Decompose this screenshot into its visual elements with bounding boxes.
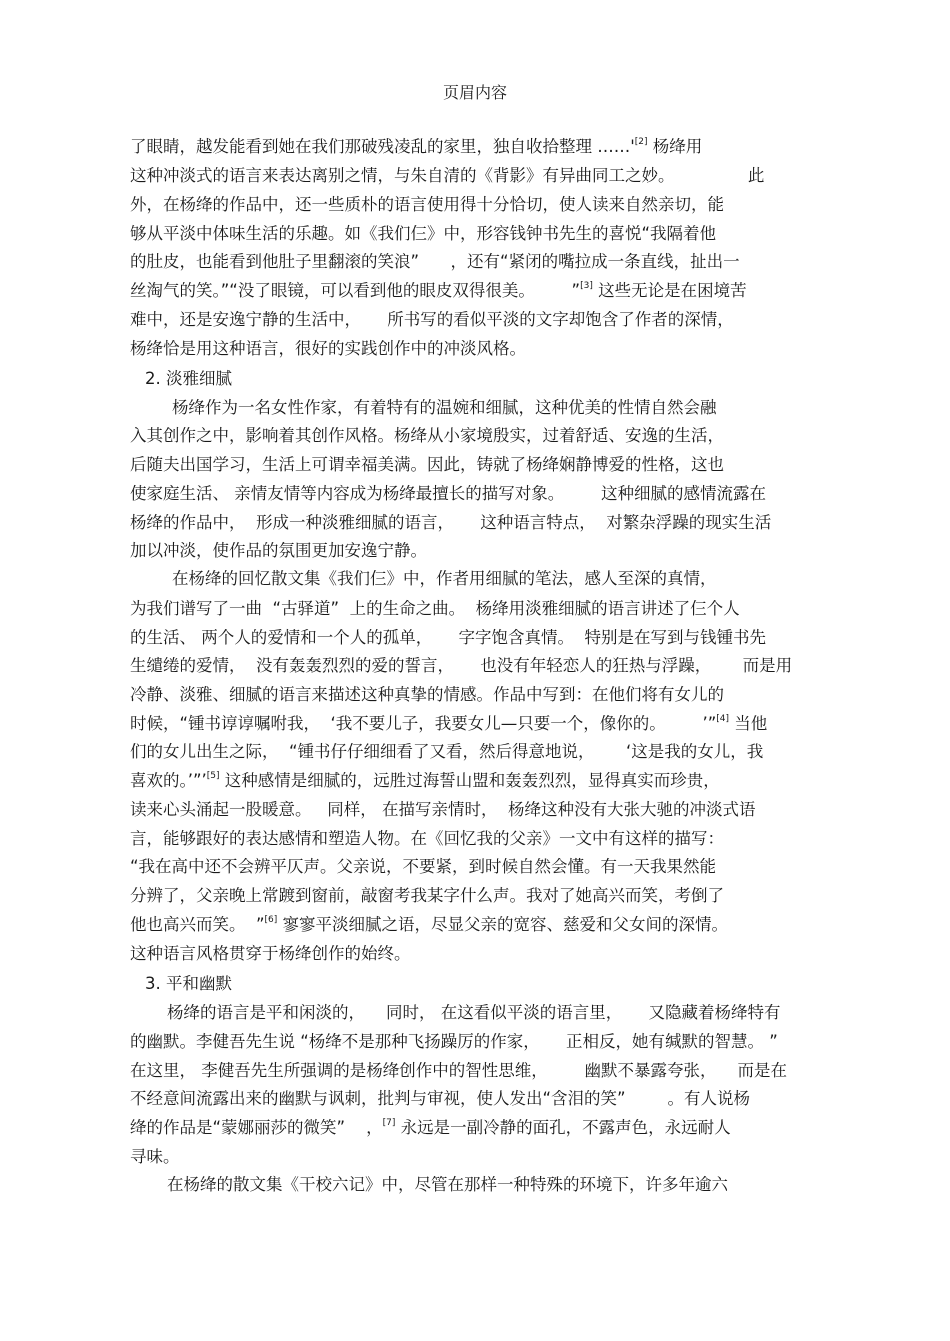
line-text: 外，在杨绛的作品中，还一些质朴的语言使用得十分恰切，使人读来自然亲切，能 <box>130 195 724 214</box>
line-text: 杨绛的作品中， 形成一种淡雅细腻的语言， 这种语言特点， 对繁杂浮躁的现实生活 <box>130 513 772 532</box>
citation-marker: [7] <box>382 1118 396 1128</box>
line-text: 永远是一副冷静的面孔，不露声色，永远耐人 <box>395 1118 731 1137</box>
text-line <box>130 912 728 938</box>
line-text: ……' <box>597 137 635 156</box>
line-text: 3. 平和幽默 <box>145 974 232 993</box>
text-line <box>130 481 766 507</box>
line-text: 在杨绛的回忆散文集《我们仨》中，作者用细腻的笔法，感人至深的真情， <box>172 569 717 588</box>
citation-marker: [5] <box>206 771 220 781</box>
line-text: 们的女儿出生之际， “锺书仔仔细细看了又看，然后得意地说， ‘这是我的女儿，我 <box>130 742 764 761</box>
line-text: 后随夫出国学习，生活上可谓幸福美满。因此，铸就了杨绛娴静博爱的性格，这也 <box>130 455 724 474</box>
text-line <box>145 366 232 392</box>
text-line <box>130 653 792 679</box>
text-line <box>130 797 755 823</box>
text-line <box>130 1058 787 1084</box>
text-line <box>130 596 740 622</box>
text-line <box>145 971 232 997</box>
text-line <box>130 278 747 304</box>
text-line <box>130 221 716 247</box>
line-text: 了眼睛，越发能看到她在我们那破残凌乱的家里，独自收拾整理 <box>130 137 598 156</box>
line-text: 读来心头涌起一股暖意。 同样， 在描写亲情时， 杨绛这种没有大张大驰的冲淡式语 <box>130 800 756 819</box>
line-text: 这种语言风格贯穿于杨绛创作的始终。 <box>130 944 411 963</box>
line-text: 难中，还是安逸宁静的生活中， 所书写的看似平淡的文字却饱含了作者的深情， <box>130 310 734 329</box>
line-text: 分辨了，父亲晚上常踱到窗前，敲窗考我某字什么声。我对了她高兴而笑，考倒了 <box>130 886 724 905</box>
text-line <box>130 249 740 275</box>
text-line <box>130 452 724 478</box>
citation-marker: [4] <box>716 714 730 724</box>
text-line <box>130 739 763 765</box>
line-text: 的幽默。李健吾先生说 “杨绛不是那种飞扬躁厉的作家， 正相反，她有缄默的智慧。 ” <box>130 1032 778 1051</box>
line-text: 冷静、淡雅、细腻的语言来描述这种真挚的情感。作品中写到：在他们将有女儿的 <box>130 685 724 704</box>
text-line <box>167 1000 780 1026</box>
text-line <box>130 134 702 160</box>
text-line <box>130 826 724 852</box>
text-line <box>130 192 724 218</box>
line-text: 言，能够跟好的表达感情和塑造人物。在《回忆我的父亲》一文中有这样的描写： <box>130 829 724 848</box>
text-line <box>130 941 411 967</box>
line-text: 此 <box>674 166 765 185</box>
line-text: 为我们谱写了一曲 “古驿道” 上的生命之曲。 杨绛用淡雅细腻的语言讲述了仨个人 <box>130 599 740 618</box>
text-line <box>130 538 427 564</box>
line-text: 在杨绛的散文集《干校六记》中，尽管在那样一种特殊的环境下，许多年逾六 <box>167 1175 728 1194</box>
line-text: 当他 <box>729 714 768 733</box>
text-line <box>167 1172 728 1198</box>
text-line <box>130 510 771 536</box>
citation-marker: [6] <box>264 915 278 925</box>
line-text: 的生活、 两个人的爱情和一个人的孤单， 字字饱含真情。 特别是在写到与钱锺书先 <box>130 628 766 647</box>
line-text: 杨绛恰是用这种语言，很好的实践创作中的冲淡风格。 <box>130 339 526 358</box>
text-line <box>130 768 720 794</box>
text-line <box>130 625 766 651</box>
line-text: 这些无论是在困境苦 <box>592 281 747 300</box>
line-text: 在这里， 李健吾先生所强调的是杨绛创作中的智性思维， 幽默不暴露夸张， 而是在 <box>130 1061 787 1080</box>
text-line <box>130 854 716 880</box>
citation-marker: [2] <box>634 137 648 147</box>
text-line <box>130 682 724 708</box>
line-text: 他也高兴而笑。 ” <box>130 915 265 934</box>
line-text: 这种冲淡式的语言来表达离别之情，与朱自清的《背影》有异曲同工之妙。 <box>130 166 675 185</box>
line-text: 喜欢的。’”’ <box>130 771 207 790</box>
line-text: 寥寥平淡细腻之语，尽显父亲的宽容、慈爱和父女间的深情。 <box>277 915 729 934</box>
line-text: 寻味。 <box>130 1147 180 1166</box>
text-line <box>172 395 717 421</box>
text-line <box>130 883 724 909</box>
line-text: 这种感情是细腻的，远胜过海誓山盟和轰轰烈烈，显得真实而珍贵， <box>219 771 720 790</box>
line-text: “我在高中还不会辨平仄声。父亲说，不要紧，到时候自然会懂。有一天我果然能 <box>130 857 717 876</box>
line-text: 杨绛作为一名女性作家，有着特有的温婉和细腻，这种优美的性情自然会融 <box>172 398 717 417</box>
text-line <box>130 1086 750 1112</box>
page-header: 页眉内容 <box>442 83 507 102</box>
line-text: 入其创作之中，影响着其创作风格。杨绛从小家境殷实，过着舒适、安逸的生活， <box>130 426 724 445</box>
text-line <box>130 711 767 737</box>
line-text: 不经意间流露出来的幽默与讽刺，批判与审视，使人发出“含泪的笑” 。有人说杨 <box>130 1089 751 1108</box>
line-text: 时候，“锺书谆谆嘱咐我， ‘我不要儿子，我要女儿—只要一个，像你的。 ’” <box>130 714 717 733</box>
line-text: 加以冲淡，使作品的氛围更加安逸宁静。 <box>130 541 427 560</box>
line-text: 2. 淡雅细腻 <box>145 369 232 388</box>
text-line <box>130 1115 731 1141</box>
line-text: 绛的作品是“蒙娜丽莎的微笑” ， <box>130 1118 383 1137</box>
line-text: 的肚皮，也能看到他肚子里翻滚的笑浪” ，还有“紧闭的嘴拉成一条直线，扯出一 <box>130 252 740 271</box>
line-text: 使家庭生活、 亲情友情等内容成为杨绛最擅长的描写对象。 这种细腻的感情流露在 <box>130 484 766 503</box>
line-text: 丝淘气的笑。”“没了眼镜，可以看到他的眼皮双得很美。 ” <box>130 281 581 300</box>
text-line <box>130 336 526 362</box>
line-text: 生缱绻的爱情， 没有轰轰烈烈的爱的誓言， 也没有年轻恋人的狂热与浮躁， 而是用 <box>130 656 793 675</box>
text-line <box>130 1144 180 1170</box>
line-text: 杨绛用 <box>647 137 703 156</box>
line-text: 够从平淡中体味生活的乐趣。如《我们仨》中，形容钱钟书先生的喜悦“我隔着他 <box>130 224 717 243</box>
text-line <box>130 1029 778 1055</box>
text-line <box>172 566 717 592</box>
citation-marker: [3] <box>580 281 593 291</box>
text-line <box>130 307 734 333</box>
line-text: 杨绛的语言是平和闲淡的， 同时， 在这看似平淡的语言里， 又隐藏着杨绛特有 <box>167 1003 781 1022</box>
text-line <box>130 163 764 189</box>
text-line <box>130 423 724 449</box>
